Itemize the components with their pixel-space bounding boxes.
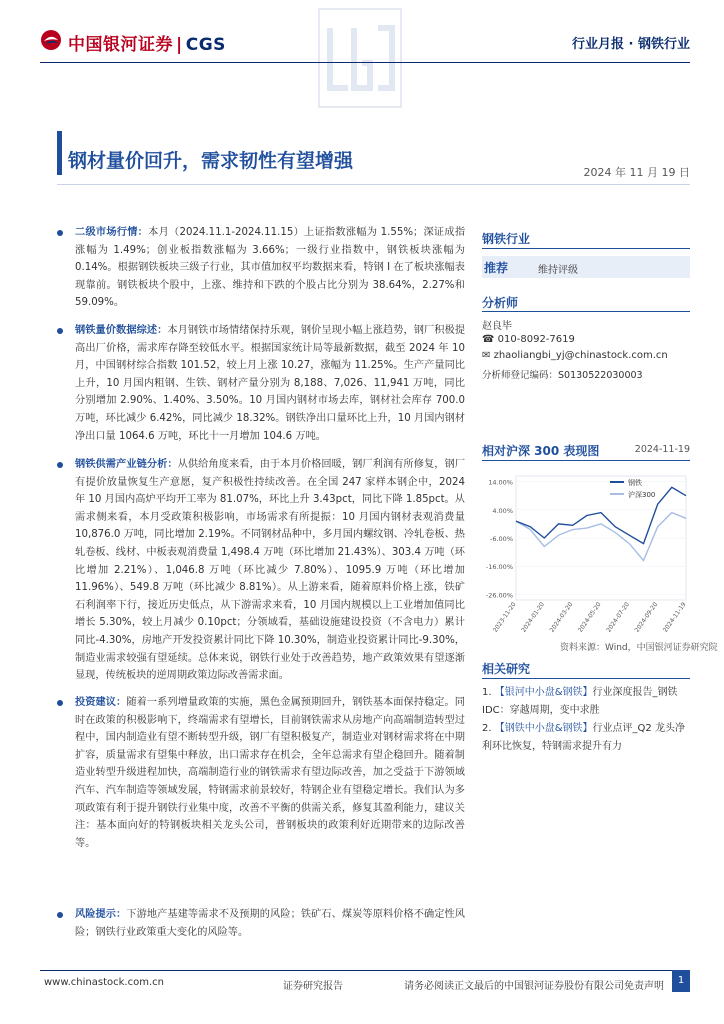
phone-icon: ☎ [482,334,495,345]
section-body: 本月钢铁市场情绪保持乐观，钢价呈现小幅上涨趋势，钢厂积极提高出厂价格，需求库存降至较低水平。根据国家统计局等最新数据，截至 2024 年 10 月，中国钢材综合指数 101.52，较上月上涨 10.27，涨幅为 11.25%。生产产量同比上升，10 月国内粗钢、生铁、钢材产量分别为 8,188、7,026、11,941 万吨，同比分别增加 2.90%、1.40%、3.50%。10 月国内钢材市场去库，钢材社会库存 700.0 万吨，环比减少 6.42%，同比减少 18.32%。钢铁净出口量环比上升，10 月国内钢材净出口量 1064.6 万吨，环比十一月增加 104.6 万吨。 [75,325,466,442]
analyst-email-row [482,350,668,361]
report-type: 行业月报 · 钢铁行业 [572,37,690,52]
related-item[interactable] [482,720,690,755]
section-head: 钢铁量价数据综述： [75,325,168,336]
related-num: 2. [482,723,492,734]
y-tick-label: -26.00% [485,591,513,600]
bullet-icon [57,912,63,918]
x-tick-label: 2024-05-20 [576,601,603,634]
analyst-phone: 010-8092-7619 [497,334,575,345]
chart-source: 资料来源：Wind，中国银河证券研究院 [560,643,718,653]
legend-label: 钢铁 [628,479,642,487]
related-head: 相关研究 [482,662,531,676]
related-item[interactable] [482,684,690,719]
chart-head: 相对沪深 300 表现图 [482,444,600,458]
analyst-name: 赵良毕 [482,321,512,332]
industry-divider [482,248,690,249]
chart-divider [482,460,690,461]
related-num: 1. [482,687,492,698]
page-number: 1 [672,970,690,992]
section-body: 下游地产基建等需求不及预期的风险；铁矿石、煤炭等原料价格不确定性风险；钢铁行业政策重大变化的风险等。 [75,909,465,938]
related-link[interactable]: 【钢铁中小盘&钢铁】 [494,723,593,734]
x-tick-label: 2024-09-20 [633,601,660,634]
brand-name-en: CGS [185,35,226,55]
footer-disclaimer: 请务必阅读正文最后的中国银河证券股份有限公司免责声明 [404,981,664,992]
relative-performance-chart [482,468,690,640]
legend-label: 沪深300 [628,491,656,499]
analyst-phone-row [482,334,575,345]
section-market [57,224,465,312]
title-accent-bar [57,131,62,175]
rating-value: 维持评级 [538,265,578,276]
section-investment [57,694,465,852]
x-tick-label: 2023-11-20 [491,601,518,634]
analyst-head: 分析师 [482,296,519,310]
cgs-watermark-icon [318,8,402,108]
bullet-icon [57,328,63,334]
brand-logo-text [68,30,226,55]
section-head: 风险提示： [75,909,127,920]
related-text: 行业点评_Q2 龙头净利环比恢复，特钢需求提升有力 [482,723,685,752]
y-tick-label: 14.00% [488,478,513,487]
section-risk [57,906,465,941]
footer-report-label: 证券研究报告 [283,981,343,992]
section-head: 钢铁供需产业链分析： [75,459,178,470]
related-text: 行业深度报告_钢铁 IDC：穿越周期，变中求胜 [482,687,678,716]
analyst-divider [482,311,690,312]
section-price-volume [57,322,465,445]
y-tick-label: 4.00% [492,506,513,515]
bullet-icon [57,700,63,706]
brand-separator: | [176,35,183,55]
bullet-icon [57,230,63,236]
page-title: 钢材量价回升，需求韧性有望增强 [68,150,354,172]
related-divider [482,678,690,679]
section-supply-demand [57,456,465,685]
brand-name-cn: 中国银河证券 [68,35,173,55]
section-body: 随着一系列增量政策的实施，黑色金属预期回升，钢铁基本面保持稳定。同时在政策的积极影响下，终端需求有望增长，目前钢铁需求从房地产向高端制造转型过程中，国内制造业有望不断转型升级，钢厂有望积极复产，制造业对钢材需求将在中期扩容，质量需求有望集中释放，出口需求存在机会，全年总需求有望企稳回升。随着制造业转型升级进程加快，高端制造行业的钢铁需求有望边际改善，加之受益于下游领域汽车、汽车制造等领域发展，特钢需求前景较好，特钢企业有望稳定增长。我们认为多项政策有利于提升钢铁行业集中度，改善不平衡的供需关系，修复其盈利能力，建议关注：基本面向好的特钢板块相关龙头公司，普钢板块的政策利好近期带来的边际改善等。 [75,697,465,849]
x-tick-label: 2024-11-19 [661,601,688,634]
analyst-email[interactable]: zhaoliangbi_yj@chinastock.com.cn [493,350,668,361]
y-tick-label: -16.00% [485,563,513,572]
mail-icon: ✉ [482,350,491,361]
x-tick-label: 2024-03-20 [548,601,575,634]
section-body: 从供给角度来看，由于本月价格回暖，钢厂利润有所修复，钢厂有提价放量恢复生产意愿，复产积极性持续改善。在全国 247 家样本钢企中，2024 年 10 月国内高炉平均开工率为 81.07%，环比上升 3.43pct，同比下降 1.85pct。从需求侧来看，本月受政策积极影响，市场需求有所提振：10 月国内钢材表观消费量 10,876.0 万吨，同比增加 2.19%。不同钢材品种中，多月国内螺纹钢、冷轧卷板、热轧卷板、线材、中板表观消费量 1,498.4 万吨（环比增加 21.43%）、303.4 万吨（环比增加 2.21%）、1,046.8 万吨（环比减少 7.80%）、1095.9 万吨（环比增加 11.96%）、549.8 万吨（环比减少 8.81%）。从上游来看，随着原料价格上涨，铁矿石利润率下行，接近历史低点，从下游需求来看，10 月国内规模以上工业增加值同比增长 5.30%，较上月减少 0.10pct；分领域看，基础设施建设投资（不含电力）累计同比-4.30%，房地产开发投资累计同比下降 10.30%，制造业投资累计同比-9.30%，制造业需求较强有望延续。总体来说，钢铁行业处于改善趋势，地产政策效果有望逐渐显现，传统板块的逆周期政策边际改善需求面。 [75,459,466,682]
footer-divider [40,970,690,971]
section-head: 二级市场行情： [75,227,149,238]
header-divider [40,62,690,63]
section-body: 本月（2024.11.1-2024.11.15）上证指数涨幅为 1.55%；深证成指涨幅为 1.49%；创业板指数涨幅为 3.66%；一级行业指数中，钢铁板块涨幅为 0.14%。根据钢铁板块三级子行业，其市值加权平均数据来看，特钢 I 在了板块涨幅表现靠前。钢铁板块个股中，上涨、维持和下跌的个股占比分别为 38.64%，2.27%和 59.09%。 [75,227,466,309]
cgs-logo-icon [40,29,62,51]
title-divider [57,184,690,185]
chart-date: 2024-11-19 [634,444,690,455]
x-tick-label: 2024-01-20 [520,601,546,634]
footer-url[interactable]: www.chinastock.com.cn [44,977,164,988]
rating-box [482,256,690,278]
section-head: 投资建议： [75,697,127,708]
industry-label: 钢铁行业 [482,232,531,246]
rating-label: 推荐 [484,261,509,275]
x-tick-label: 2024-07-20 [605,601,631,634]
report-date: 2024 年 11 月 19 日 [583,166,690,179]
series-line [516,487,686,543]
analyst-cert: 分析师登记编码：S0130522030003 [482,370,643,381]
bullet-icon [57,462,63,468]
y-tick-label: -6.00% [490,535,513,543]
related-link[interactable]: 【银河中小盘&钢铁】 [494,687,593,698]
